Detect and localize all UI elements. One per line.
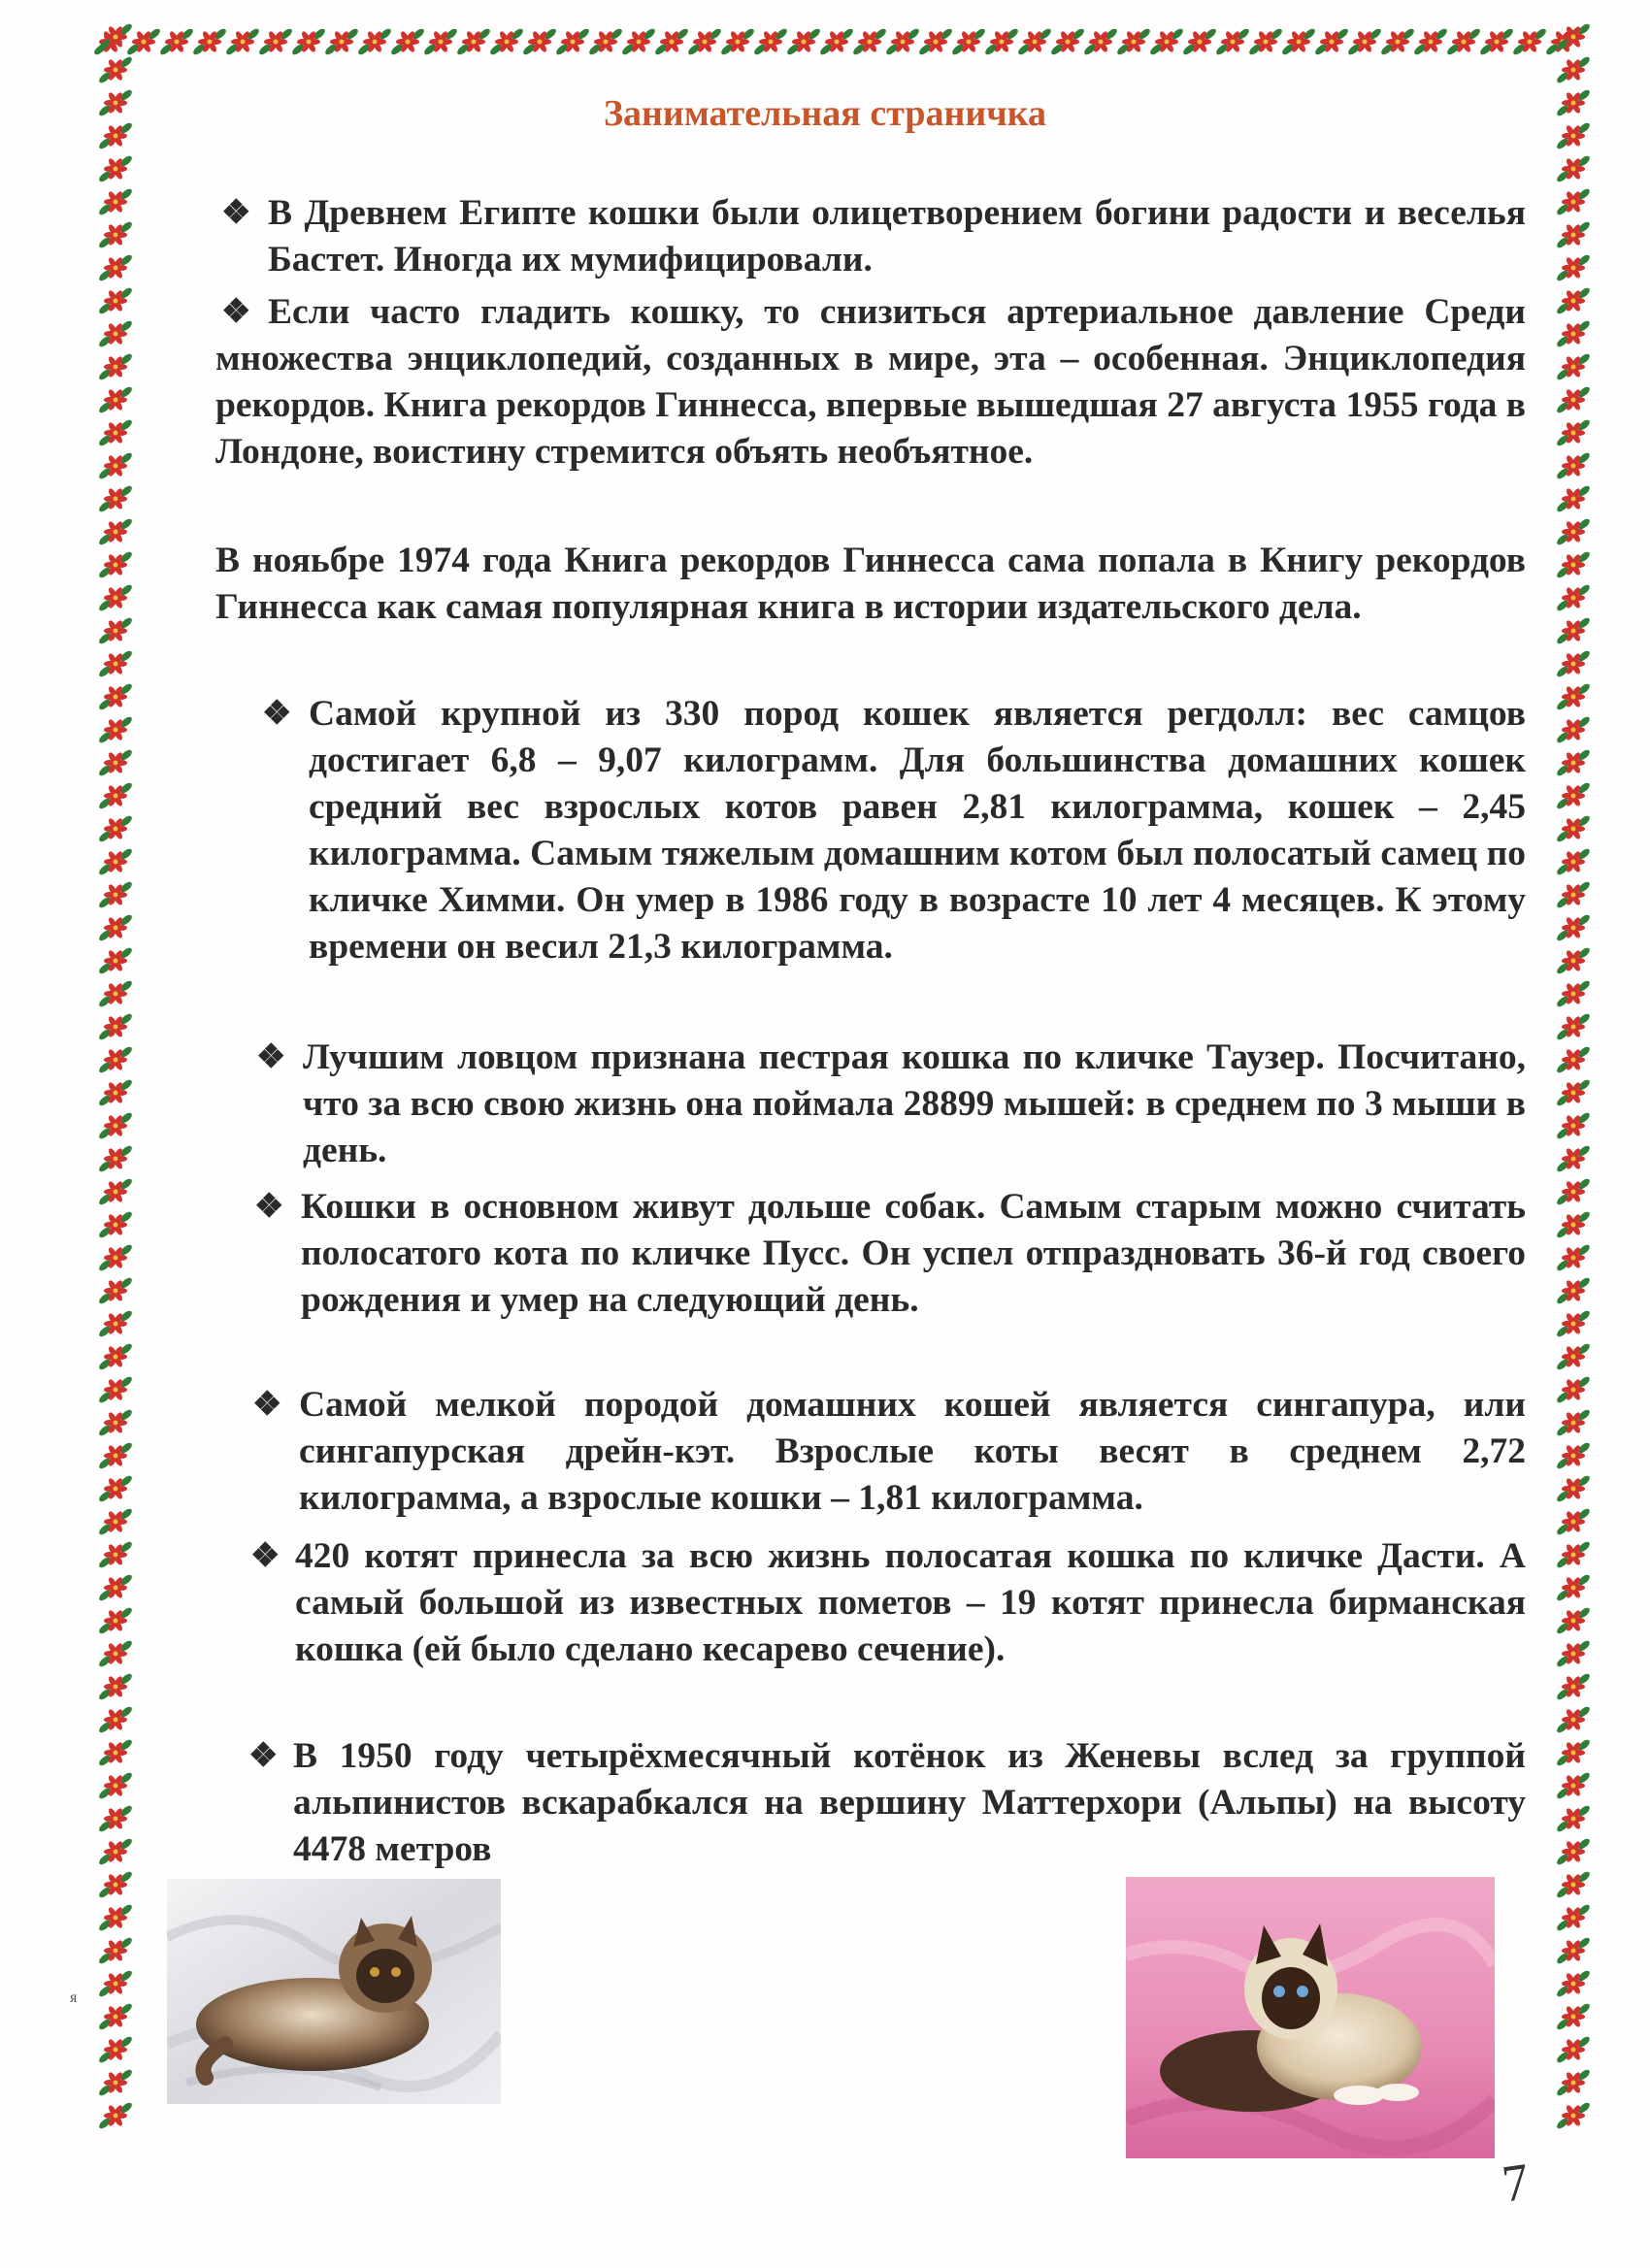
fact-item	[309, 691, 1526, 970]
diamond-bullet-icon: ❖	[248, 1738, 279, 1774]
diamond-bullet-icon: ❖	[254, 1189, 284, 1225]
fact-text: В нояьбре 1974 года Книга рекордов Гиннесса сама попала в Книгу рекордов Гиннесса как самая популярная книга в истории издательского дела.	[215, 541, 1526, 627]
fact-text: Самой крупной из 330 пород кошек является регдолл: вес самцов достигает 6,8 – 9,07 килограмм. Для большинства домашних кошек средний вес взрослых котов равен 2,81 килограмма, кошек – 2,45 килограмма. Самым тяжелым домашним котом был полосатый самец по кличке Химми. Он умер в 1986 году в возрасте 10 лет 4 месяцев. К этому времени он весил 21,3 килограмма.	[309, 694, 1526, 967]
fact-item	[215, 289, 1526, 476]
diamond-bullet-icon: ❖	[221, 294, 251, 330]
page-title: Занимательная страничка	[603, 93, 1047, 134]
fact-text: Кошки в основном живут дольше собак. Самым старым можно считать полосатого кота по кличке Пусс. Он успел отпраздновать 36-й год своего рождения и умер на следующий день.	[301, 1187, 1526, 1320]
fact-text: В 1950 году четырёхмесячный котёнок из Женевы вслед за группой альпинистов вскарабкался на вершину Маттерхори (Альпы) на высоту 4478 метров	[293, 1736, 1526, 1869]
fact-item	[303, 1035, 1526, 1174]
photo-himalayan-cat	[167, 1879, 501, 2104]
diamond-bullet-icon: ❖	[250, 1538, 280, 1574]
diamond-bullet-icon: ❖	[262, 696, 292, 732]
page-number: 7	[1498, 2152, 1534, 2214]
fact-text: Самой мелкой породой домашних кошей является сингапура, или сингапурская дрейн-кэт. Взрослые коты весят в среднем 2,72 килограмма, а взрослые кошки – 1,81 килограмма.	[299, 1385, 1526, 1518]
fact-text: 420 котят принесла за всю жизнь полосатая кошка по кличке Дасти. А самый большой из известных пометов – 19 котят принесла бирманская кошка (ей было сделано кесарево сечение).	[295, 1536, 1526, 1669]
fact-item	[301, 1184, 1526, 1324]
fact-item	[299, 1382, 1526, 1522]
diamond-bullet-icon: ❖	[252, 1387, 282, 1423]
fact-item	[295, 1533, 1526, 1673]
diamond-bullet-icon: ❖	[256, 1039, 286, 1075]
fact-text: В Древнем Египте кошки были олицетворением богини радости и веселья Бастет. Иногда их мумифицировали.	[268, 193, 1526, 279]
fact-text: Если часто гладить кошку, то снизиться артериальное давление Среди множества энциклопедий, созданных в мире, эта – особенная. Энциклопедия рекордов. Книга рекордов Гиннесса, впервые вышедшая 27 августа 1955 года в Лондоне, воистину стремится объять необъятное.	[215, 292, 1526, 472]
fact-item	[293, 1733, 1526, 1873]
margin-mark: я	[70, 1989, 78, 2006]
diamond-bullet-icon: ❖	[221, 195, 251, 231]
fact-paragraph	[215, 538, 1526, 631]
fact-text: Лучшим ловцом признана пестрая кошка по кличке Таузер. Посчитано, что за всю свою жизнь она поймала 28899 мышей: в среднем по 3 мыши в день.	[303, 1037, 1526, 1170]
fact-item	[268, 190, 1526, 283]
photo-birman-cat	[1126, 1877, 1495, 2158]
